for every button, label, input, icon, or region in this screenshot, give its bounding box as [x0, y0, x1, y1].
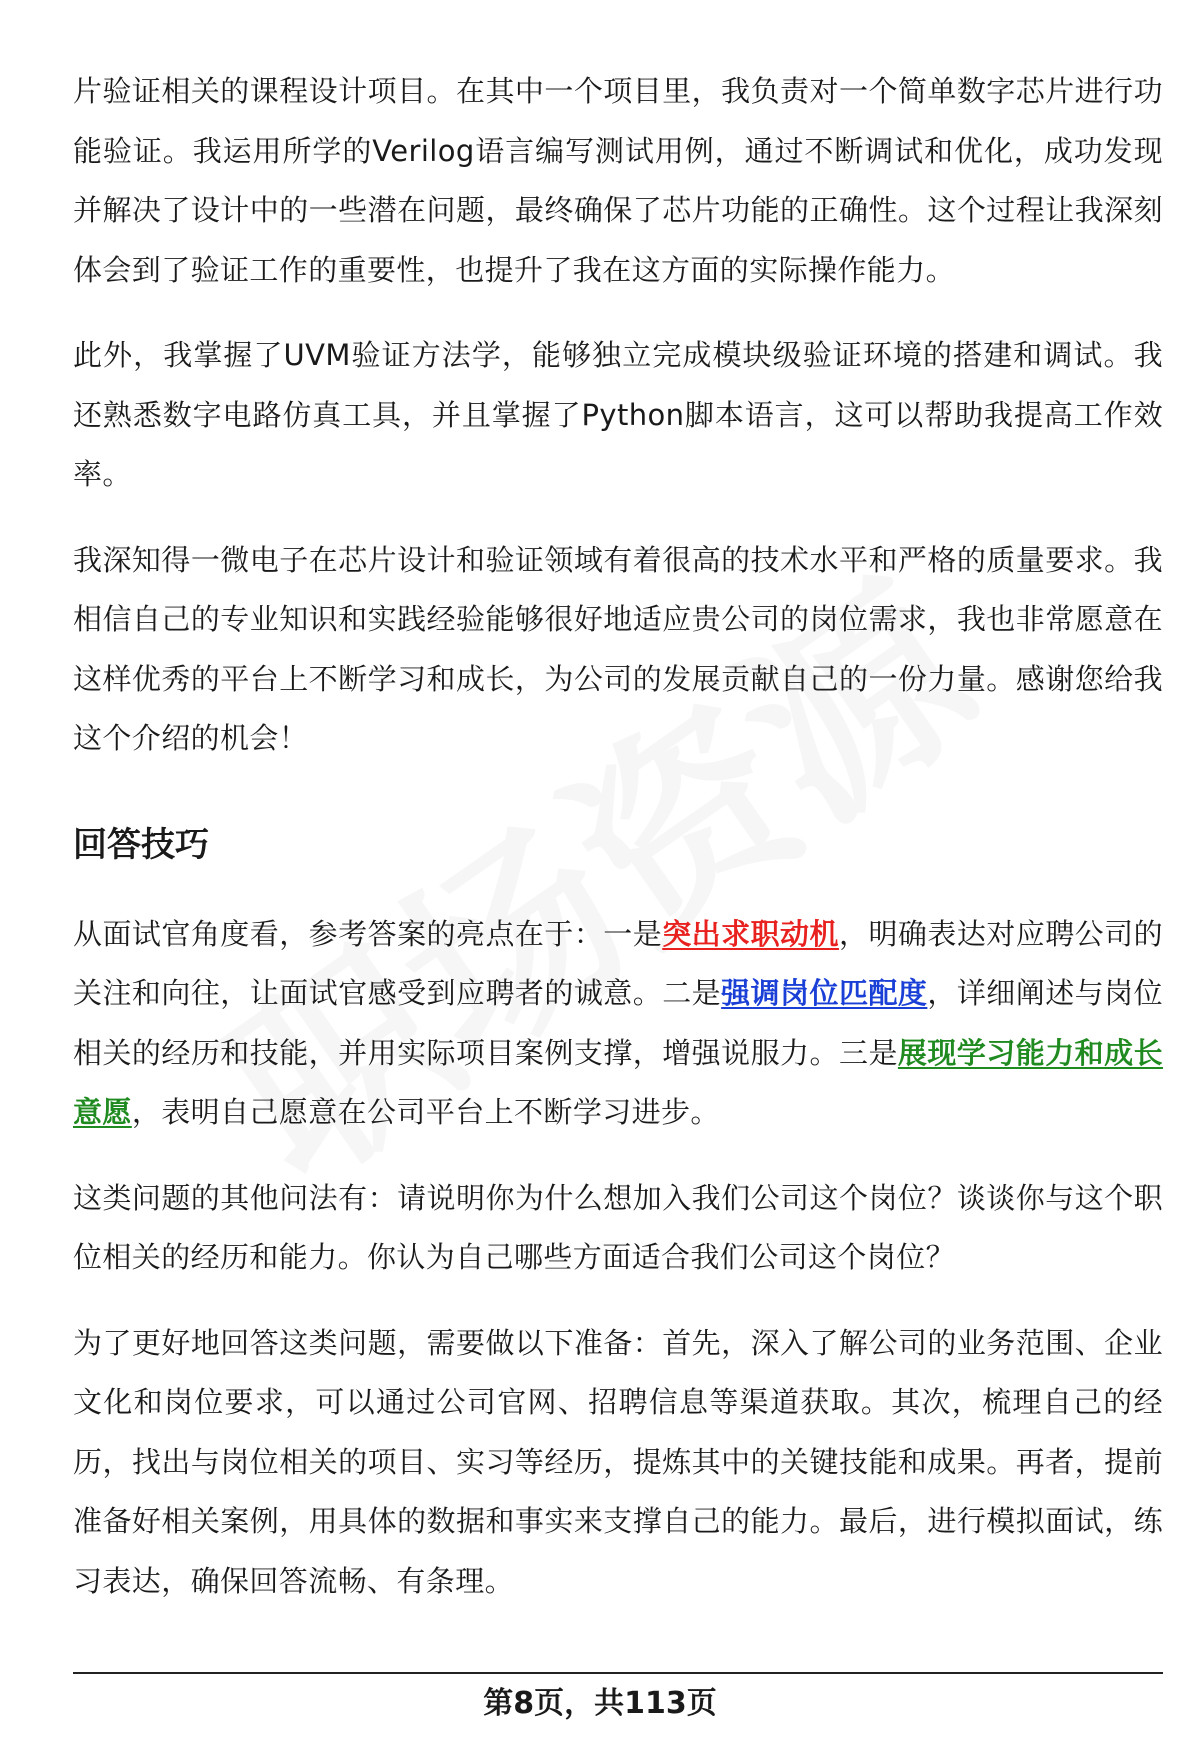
paragraph-closing: 我深知得一微电子在芯片设计和验证领域有着很高的技术水平和严格的质量要求。我相信自己的专业知识和实践经验能够很好地适应贵公司的岗位需求，我也非常愿意在这样优秀的平台上不断学习和成长，为公司的发展贡献自己的一份力量。感谢您给我这个介绍的机会！	[73, 542, 1163, 755]
tips-text-1: 从面试官角度看，参考答案的亮点在于：一是	[73, 916, 663, 951]
page-number: 第8页，共113页	[483, 1686, 717, 1721]
paragraph-tips	[73, 905, 1163, 1143]
paragraph-preparation: 为了更好地回答这类问题，需要做以下准备：首先，深入了解公司的业务范围、企业文化和岗位要求，可以通过公司官网、招聘信息等渠道获取。其次，梳理自己的经历，找出与岗位相关的项目、实习等经历，提炼其中的关键技能和成果。再者，提前准备好相关案例，用具体的数据和事实来支撑自己的能力。最后，进行模拟面试，练习表达，确保回答流畅、有条理。	[73, 1325, 1163, 1598]
paragraph-skills: 此外，我掌握了UVM验证方法学，能够独立完成模块级验证环境的搭建和调试。我还熟悉数字电路仿真工具，并且掌握了Python脚本语言，这可以帮助我提高工作效率。	[73, 338, 1163, 491]
section-heading: 回答技巧	[73, 824, 209, 865]
document-body	[73, 62, 1163, 1637]
highlight-learning: 展现学习能力和成长意愿	[73, 1035, 1163, 1129]
tips-text-4: ，表明自己愿意在公司平台上不断学习进步。	[131, 1095, 720, 1129]
tips-text-2: ，明确表达对应聘公司的关注和向往，让面试官感受到应聘者的诚意。二是	[73, 916, 1163, 1010]
paragraph-other-questions: 这类问题的其他问法有：请说明你为什么想加入我们公司这个岗位？谈谈你与这个职位相关的经历和能力。你认为自己哪些方面适合我们公司这个岗位？	[73, 1180, 1163, 1274]
highlight-job-fit: 强调岗位匹配度	[721, 976, 928, 1010]
paragraph-project: 片验证相关的课程设计项目。在其中一个项目里，我负责对一个简单数字芯片进行功能验证。我运用所学的Verilog语言编写测试用例，通过不断调试和优化，成功发现并解决了设计中的一些潜在问题，最终确保了芯片功能的正确性。这个过程让我深刻体会到了验证工作的重要性，也提升了我在这方面的实际操作能力。	[73, 74, 1163, 287]
footer-divider	[73, 1672, 1163, 1674]
highlight-motivation: 突出求职动机	[662, 916, 839, 951]
tips-text-3: ，详细阐述与岗位相关的经历和技能，并用实际项目案例支撑，增强说服力。三是	[73, 976, 1163, 1070]
